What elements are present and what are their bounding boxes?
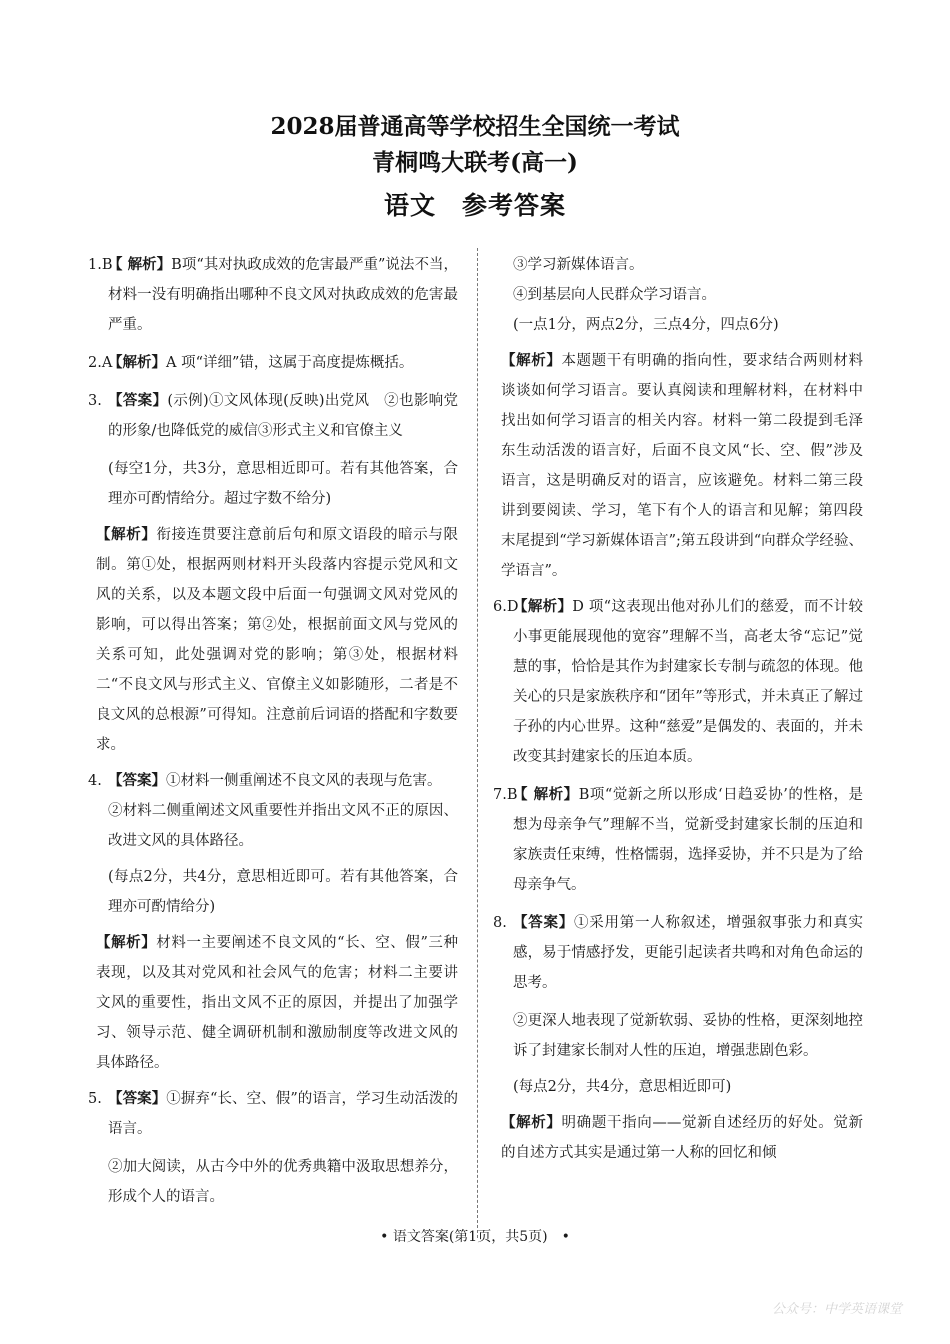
analysis-tag: 【解析】 (96, 526, 157, 543)
question-number: 5. (88, 1091, 102, 1107)
answer-point: ②更深人地表现了觉新软弱、妥协的性格，更深刻地控诉了封建家长制对人性的压迫，增强悲剧色彩。 (513, 1013, 863, 1059)
answer-point: ③学习新媒体语言。 (513, 257, 644, 273)
analysis-paragraph (493, 1108, 863, 1168)
answer-text: ①摒弃“长、空、假”的语言，学习生动活泼的语言。 (108, 1091, 458, 1137)
answer-tag: 【答案】 (108, 392, 168, 409)
question-7 (493, 780, 863, 900)
question-number: 2.A (88, 355, 113, 371)
analysis-tag: 【解析】 (96, 934, 157, 951)
question-number: 1.B (88, 257, 113, 273)
analysis-text: B项“觉新之所以形成‘日趋妥协’的性格，是想为母亲争气”理解不当，觉新受封建家长制的压迫和家族责任束缚，性格懦弱，选择妥协，并不只是为了给母亲争气。 (513, 787, 863, 893)
score-note: (每空1分，共3分，意思相近即可。若有其他答案，合理亦可酌情给分。超过字数不给分) (108, 461, 458, 507)
question-number: 8. (493, 915, 507, 931)
analysis-tag: 【解析】 (513, 598, 573, 615)
score-note: (一点1分，两点2分，三点4分，四点6分) (513, 317, 779, 333)
question-4 (88, 766, 458, 796)
answer-point: ②材料二侧重阐述文风重要性并指出文风不正的原因、改进文风的具体路径。 (108, 803, 458, 849)
analysis-paragraph (493, 346, 863, 586)
answer-heading: 语文 参考答案 (383, 191, 566, 220)
analysis-text: 明确题干指向——觉新自述经历的好处。觉新的自述方式其实是通过第一人称的回忆和倾 (501, 1115, 863, 1161)
answer-tag: 【答案】 (108, 772, 166, 789)
column-divider (477, 248, 478, 1238)
answer-text: ①采用第一人称叙述，增强叙事张力和真实感，易于情感抒发，更能引起读者共鸣和对角色命运的思考。 (513, 915, 863, 991)
right-column (493, 250, 863, 1174)
answer-point: ②加大阅读，从古今中外的优秀典籍中汲取思想养分，形成个人的语言。 (108, 1159, 458, 1205)
analysis-text: 本题题干有明确的指向性，要求结合两则材料谈谈如何学习语言。要认真阅读和理解材料，在材料中找出如何学习语言的相关内容。材料一第二段提到毛泽东生动活泼的语言好，后面不良文风“长、空、假”涉及语言，这是明确反对的语言，应该避免。材料二第三段讲到要阅读、学习，笔下有个人的语言和见解；第四段末尾提到“学习新媒体语言”;第五段讲到“向群众学经验、学语言”。 (501, 353, 864, 579)
answer-tag: 【答案】 (108, 1090, 167, 1107)
left-column (88, 250, 458, 1218)
exam-subtitle: 青桐鸣大联考(高一) (372, 149, 578, 176)
question-number: 4. (88, 773, 102, 789)
analysis-text: 衔接连贯要注意前后句和原文语段的暗示与限制。第①处，根据两则材料开头段落内容提示党风和文风的关系，以及本题文段中后面一句强调文风对党风的影响，可以得出答案；第②处，根据前面文风与党风的关系可知，此处强调对党的影响；第③处，根据材料二“不良文风与形式主义、官僚主义如影随形，二者是不良文风的总根源”可得知。注意前后词语的搭配和字数要求。 (96, 527, 459, 753)
analysis-tag: 【 解析】 (108, 256, 172, 273)
question-8 (493, 908, 863, 998)
question-2 (88, 348, 458, 378)
exam-title: 2028届普通高等学校招生全国统一考试 (270, 113, 680, 140)
answer-text: ①材料一侧重阐述不良文风的表现与危害。 (166, 773, 442, 789)
answer-tag: 【答案】 (513, 914, 574, 931)
score-note: (每点2分，共4分，意思相近即可) (513, 1079, 732, 1095)
question-number: 6.D (493, 599, 519, 615)
analysis-paragraph (88, 520, 458, 760)
score-note: (每点2分，共4分，意思相近即可。若有其他答案，合理亦可酌情给分) (108, 869, 458, 915)
question-number: 3. (88, 393, 102, 409)
page-footer: • 语文答案(第1页，共5页) • (380, 1229, 570, 1245)
analysis-tag: 【解析】 (501, 1114, 562, 1131)
analysis-tag: 【解析】 (501, 352, 562, 369)
analysis-tag: 【解析】 (108, 354, 166, 371)
analysis-text: D 项“这表现出他对孙儿们的慈爱，而不计较小事更能展现他的宽容”理解不当，高老太爷“忘记”觉慧的事，恰恰是其作为封建家长专制与疏忽的体现。他关心的只是家族秩序和“团年”等形式，并未真正了解过子孙的内心世界。这种“慈爱”是偶发的、表面的，并未改变其封建家长的压迫本质。 (513, 599, 863, 765)
analysis-text: B项“其对执政成效的危害最严重”说法不当，材料一没有明确指出哪种不良文风对执政成效的危害最严重。 (108, 257, 458, 333)
watermark: 公众号：中学英语课堂 (771, 1302, 902, 1317)
question-1 (88, 250, 458, 340)
analysis-paragraph (88, 928, 458, 1078)
question-5 (88, 1084, 458, 1144)
question-3 (88, 386, 458, 446)
analysis-text: 材料一主要阐述不良文风的“长、空、假”三种表现，以及其对党风和社会风气的危害；材料二主要讲文风的重要性，指出文风不正的原因，并提出了加强学习、领导示范、健全调研机制和激励制度等改进文风的具体路径。 (96, 935, 458, 1071)
question-6 (493, 592, 863, 772)
analysis-text: A 项“详细”错，这属于高度提炼概括。 (166, 355, 414, 371)
analysis-tag: 【 解析】 (513, 786, 579, 803)
question-number: 7.B (493, 787, 518, 803)
answer-text: (示例)①文风体现(反映)出党风 ②也影响党的形象/也降低党的威信③形式主义和官僚主义 (108, 393, 458, 439)
answer-point: ④到基层向人民群众学习语言。 (513, 287, 716, 303)
